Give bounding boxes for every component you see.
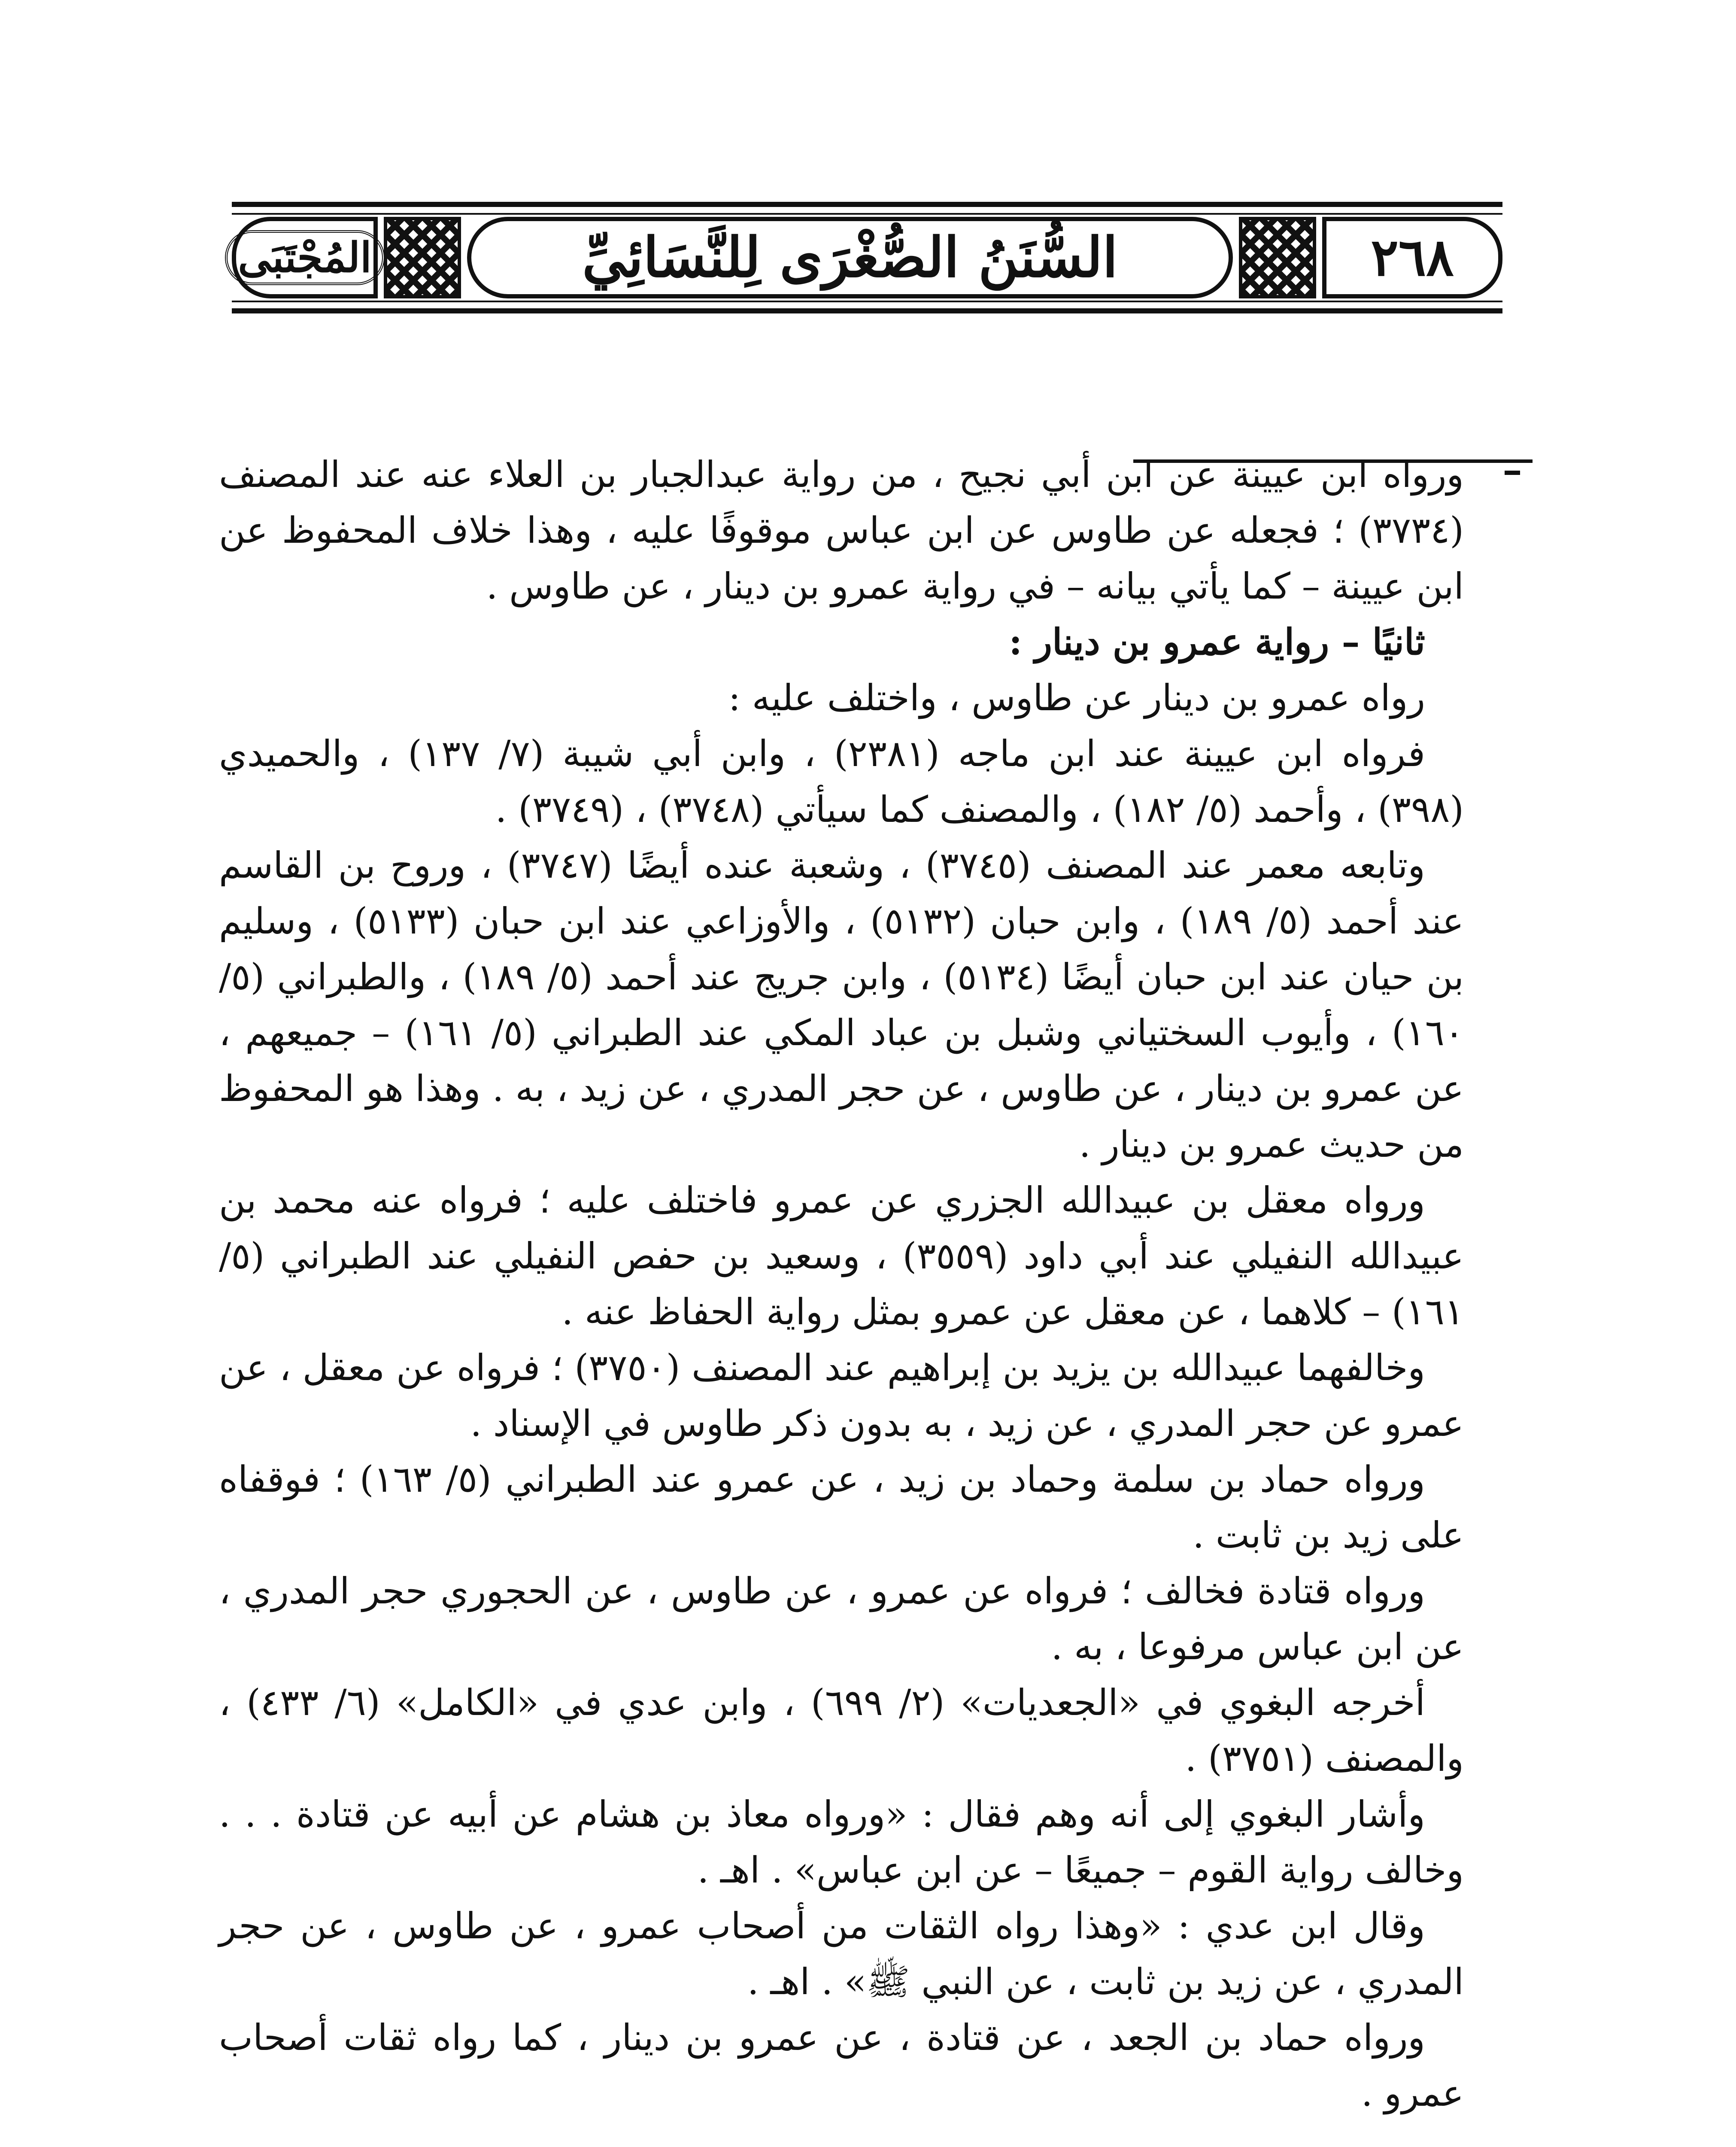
book-seal: المُجْتَبَى xyxy=(225,230,384,285)
header-ornament-left xyxy=(384,217,461,298)
paragraph: أخرجه البغوي في «الجعديات» (٢/ ٦٩٩) ، وابن عدي في «الكامل» (٦/ ٤٣٣) ، والمصنف (٣٧٥١) . xyxy=(219,1682,1464,1779)
book-seal-cartouche xyxy=(232,217,378,298)
header-ornament-right xyxy=(1239,217,1316,298)
footnote-text xyxy=(219,447,1464,2147)
paragraph: وأشار البغوي إلى أنه وهم فقال : «ورواه معاذ بن هشام عن أبيه عن قتادة . . . وخالف رواية القوم – جميعًا – عن ابن عباس» . اهـ . xyxy=(219,1793,1464,1891)
paragraph: ورواه حماد بن سلمة وحماد بن زيد ، عن عمرو عند الطبراني (٥/ ١٦٣) ؛ فوقفاه على زيد بن ثابت . xyxy=(219,1458,1464,1556)
paragraph: ورواه حماد بن الجعد ، عن قتادة ، عن عمرو بن دينار ، كما رواه ثقات أصحاب عمرو . xyxy=(219,2016,1464,2114)
paragraph: ورواه ابن عيينة عن ابن أبي نجيح ، من رواية عبدالجبار بن العلاء عنه عند المصنف (٣٧٣٤) ؛ فجعله عن طاوس عن ابن عباس موقوفًا عليه ، وهذا خلاف المحفوظ عن ابن عيينة – كما يأتي بيانه – في رواية عمرو بن دينار ، عن طاوس . xyxy=(219,453,1464,607)
page-header xyxy=(232,202,1502,313)
paragraph: وخالفهما عبيدالله بن يزيد بن إبراهيم عند المصنف (٣٧٥٠) ؛ فرواه عن معقل ، عن عمرو عن حجر المدري ، عن زيد ، به بدون ذكر طاوس في الإسناد . xyxy=(219,1347,1464,1445)
book-title: السُّنَنُ الصُّغْرَى لِلنَّسَائِيِّ xyxy=(582,225,1118,290)
paragraph: ورواه قتادة فخالف ؛ فرواه عن عمرو ، عن طاوس ، عن الحجوري حجر المدري ، عن ابن عباس مرفوعا ، به . xyxy=(219,1570,1464,1668)
paragraph: فرواه ابن عيينة عند ابن ماجه (٢٣٨١) ، وابن أبي شيبة (٧/ ١٣٧) ، والحميدي (٣٩٨) ، وأحمد (٥/ ١٨٢) ، والمصنف كما سيأتي (٣٧٤٨) ، (٣٧٤٩) . xyxy=(219,733,1464,830)
page-number: ٢٦٨ xyxy=(1371,227,1454,288)
paragraph: رواه عمرو بن دينار عن طاوس ، واختلف عليه : xyxy=(728,677,1425,719)
section-heading: ثانيًا – رواية عمرو بن دينار : xyxy=(1009,620,1425,663)
paragraph: وقال ابن عدي : «وهذا رواه الثقات من أصحاب عمرو ، عن طاوس ، عن حجر المدري ، عن زيد بن ثابت ، عن النبي ﷺ» . اهـ . xyxy=(219,1905,1464,2003)
paragraph: وتابعه معمر عند المصنف (٣٧٤٥) ، وشعبة عنده أيضًا (٣٧٤٧) ، وروح بن القاسم عند أحمد (٥/ ١٨٩) ، وابن حبان (٥١٣٢) ، والأوزاعي عند ابن حبان (٥١٣٣) ، وسليم بن حيان عند ابن حبان أيضًا (٥١٣٤) ، وابن جريج عند أحمد (٥/ ١٨٩) ، والطبراني (٥/ ١٦٠) ، وأيوب السختياني وشبل بن عباد المكي عند الطبراني (٥/ ١٦١) – جميعهم ، عن عمرو بن دينار ، عن طاوس ، عن حجر المدري ، عن زيد ، به . وهذا هو المحفوظ من حديث عمرو بن دينار . xyxy=(219,844,1464,1165)
title-cartouche xyxy=(467,217,1233,298)
continuation-dash xyxy=(1505,471,1520,475)
paragraph: ورواه معقل بن عبيدالله الجزري عن عمرو فاختلف عليه ؛ فرواه عنه محمد بن عبيدالله النفيلي عند أبي داود (٣٥٥٩) ، وسعيد بن حفص النفيلي عند الطبراني (٥/ ١٦١) – كلاهما ، عن معقل عن عمرو بمثل رواية الحفاظ عنه . xyxy=(219,1179,1464,1333)
page-number-cartouche xyxy=(1322,217,1502,298)
